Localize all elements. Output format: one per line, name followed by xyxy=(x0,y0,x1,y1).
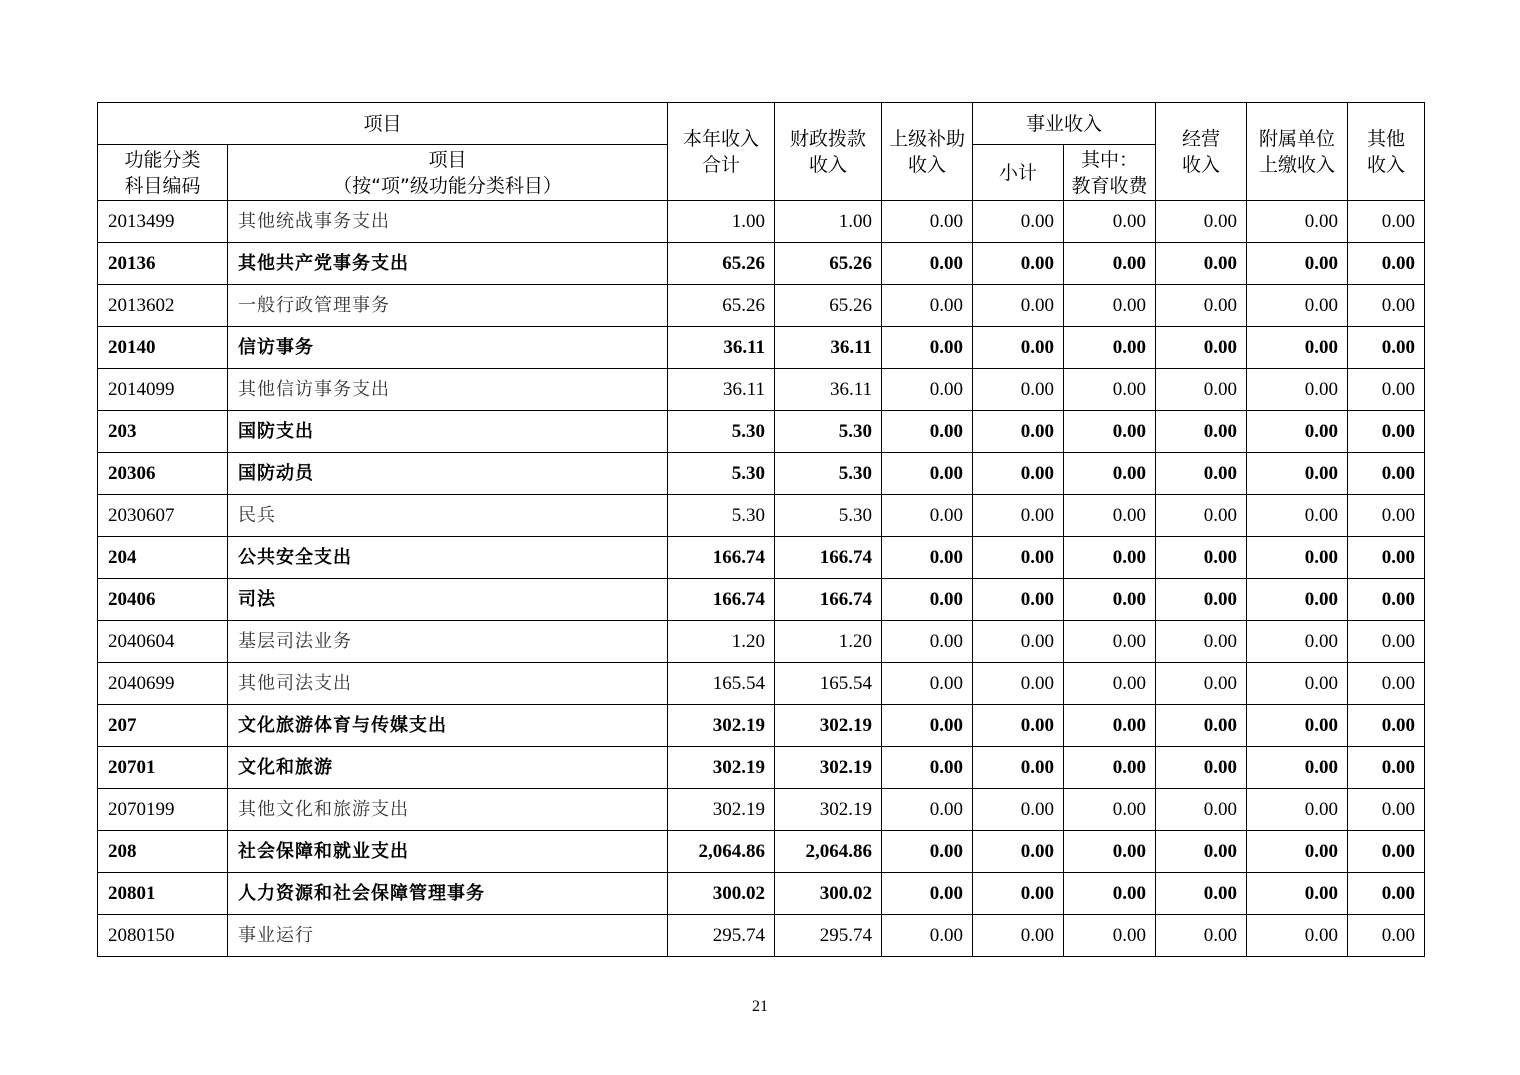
table-row xyxy=(98,579,1425,621)
row-value: 0.00 xyxy=(1247,285,1348,327)
row-value: 0.00 xyxy=(1247,621,1348,663)
row-name: 其他文化和旅游支出 xyxy=(228,789,668,831)
row-value: 295.74 xyxy=(668,915,775,957)
row-value: 0.00 xyxy=(973,243,1064,285)
row-value: 5.30 xyxy=(775,453,882,495)
table-row xyxy=(98,747,1425,789)
row-value: 166.74 xyxy=(668,579,775,621)
row-value: 1.20 xyxy=(775,621,882,663)
row-value: 0.00 xyxy=(882,201,973,243)
row-name: 文化旅游体育与传媒支出 xyxy=(228,705,668,747)
row-value: 0.00 xyxy=(1156,705,1247,747)
row-value: 166.74 xyxy=(775,537,882,579)
name-header-line1: 项目 xyxy=(428,148,467,171)
page-number: 21 xyxy=(752,998,768,1015)
row-value: 0.00 xyxy=(973,495,1064,537)
row-value: 166.74 xyxy=(668,537,775,579)
row-value: 0.00 xyxy=(1247,915,1348,957)
row-value: 166.74 xyxy=(775,579,882,621)
row-value: 300.02 xyxy=(775,873,882,915)
row-value: 36.11 xyxy=(775,369,882,411)
row-name: 国防支出 xyxy=(228,411,668,453)
row-code: 2014099 xyxy=(98,369,228,411)
other-header xyxy=(1348,103,1425,201)
row-value: 0.00 xyxy=(1348,243,1425,285)
row-value: 0.00 xyxy=(1247,789,1348,831)
row-value: 0.00 xyxy=(882,327,973,369)
superior-header-line1: 上级补助 xyxy=(889,127,966,150)
row-value: 0.00 xyxy=(1348,873,1425,915)
table-body xyxy=(98,201,1425,957)
row-value: 5.30 xyxy=(668,495,775,537)
row-value: 0.00 xyxy=(1247,411,1348,453)
operating-header-line1: 经营 xyxy=(1182,127,1221,150)
row-value: 0.00 xyxy=(1348,453,1425,495)
code-header-line1: 功能分类 xyxy=(124,148,201,171)
row-value: 0.00 xyxy=(1247,705,1348,747)
row-value: 165.54 xyxy=(668,663,775,705)
table-row xyxy=(98,789,1425,831)
row-value: 36.11 xyxy=(668,369,775,411)
row-value: 0.00 xyxy=(1064,873,1156,915)
row-code: 2070199 xyxy=(98,789,228,831)
row-value: 0.00 xyxy=(1156,411,1247,453)
row-value: 0.00 xyxy=(1156,327,1247,369)
row-value: 0.00 xyxy=(1064,537,1156,579)
row-code: 2040604 xyxy=(98,621,228,663)
row-value: 0.00 xyxy=(1348,747,1425,789)
row-code: 2013499 xyxy=(98,201,228,243)
row-value: 0.00 xyxy=(973,201,1064,243)
row-value: 300.02 xyxy=(668,873,775,915)
row-value: 0.00 xyxy=(1064,705,1156,747)
row-value: 0.00 xyxy=(882,285,973,327)
table-row xyxy=(98,285,1425,327)
row-value: 0.00 xyxy=(1348,915,1425,957)
row-value: 0.00 xyxy=(1247,369,1348,411)
table-row xyxy=(98,411,1425,453)
subtotal-header: 小计 xyxy=(973,145,1064,201)
row-value: 0.00 xyxy=(1247,831,1348,873)
row-value: 0.00 xyxy=(1156,621,1247,663)
row-value: 0.00 xyxy=(1064,495,1156,537)
row-value: 0.00 xyxy=(1247,747,1348,789)
row-value: 302.19 xyxy=(668,789,775,831)
row-value: 0.00 xyxy=(1156,831,1247,873)
row-value: 0.00 xyxy=(1247,327,1348,369)
row-value: 0.00 xyxy=(1064,579,1156,621)
row-name: 事业运行 xyxy=(228,915,668,957)
row-value: 0.00 xyxy=(882,579,973,621)
row-value: 0.00 xyxy=(1247,201,1348,243)
row-value: 0.00 xyxy=(1348,327,1425,369)
row-value: 0.00 xyxy=(1348,579,1425,621)
row-value: 0.00 xyxy=(1247,495,1348,537)
row-value: 302.19 xyxy=(775,705,882,747)
table-row xyxy=(98,495,1425,537)
name-header-line2: （按“项”级功能分类科目） xyxy=(333,174,562,197)
row-value: 0.00 xyxy=(1247,873,1348,915)
row-value: 0.00 xyxy=(1156,369,1247,411)
row-value: 1.00 xyxy=(668,201,775,243)
row-value: 0.00 xyxy=(1064,285,1156,327)
row-code: 20140 xyxy=(98,327,228,369)
row-value: 65.26 xyxy=(668,285,775,327)
affiliated-header-line2: 上缴收入 xyxy=(1259,153,1336,176)
row-value: 0.00 xyxy=(973,789,1064,831)
row-value: 0.00 xyxy=(882,789,973,831)
row-value: 0.00 xyxy=(973,369,1064,411)
row-value: 0.00 xyxy=(1064,831,1156,873)
row-value: 0.00 xyxy=(882,537,973,579)
row-value: 295.74 xyxy=(775,915,882,957)
code-header-line2: 科目编码 xyxy=(124,174,201,197)
row-value: 0.00 xyxy=(882,621,973,663)
row-value: 0.00 xyxy=(973,579,1064,621)
row-value: 0.00 xyxy=(973,537,1064,579)
table-row xyxy=(98,327,1425,369)
superior-header xyxy=(882,103,973,201)
row-value: 0.00 xyxy=(882,495,973,537)
fiscal-header-line2: 收入 xyxy=(809,153,848,176)
fiscal-header-line1: 财政拨款 xyxy=(790,127,867,150)
row-value: 0.00 xyxy=(973,663,1064,705)
row-code: 20136 xyxy=(98,243,228,285)
table-header xyxy=(98,103,1425,201)
row-value: 0.00 xyxy=(1156,495,1247,537)
row-value: 0.00 xyxy=(1156,285,1247,327)
other-header-line2: 收入 xyxy=(1367,153,1406,176)
row-value: 165.54 xyxy=(775,663,882,705)
row-name: 文化和旅游 xyxy=(228,747,668,789)
row-value: 0.00 xyxy=(1064,243,1156,285)
row-value: 0.00 xyxy=(882,873,973,915)
row-value: 65.26 xyxy=(668,243,775,285)
row-code: 208 xyxy=(98,831,228,873)
operating-header-line2: 收入 xyxy=(1182,153,1221,176)
row-value: 0.00 xyxy=(1348,201,1425,243)
row-value: 0.00 xyxy=(1348,495,1425,537)
row-value: 0.00 xyxy=(1156,789,1247,831)
row-value: 2,064.86 xyxy=(775,831,882,873)
row-value: 0.00 xyxy=(1247,243,1348,285)
row-name: 人力资源和社会保障管理事务 xyxy=(228,873,668,915)
row-code: 20701 xyxy=(98,747,228,789)
name-header xyxy=(228,145,668,201)
row-value: 0.00 xyxy=(973,621,1064,663)
row-value: 5.30 xyxy=(668,453,775,495)
row-value: 0.00 xyxy=(882,243,973,285)
row-value: 5.30 xyxy=(668,411,775,453)
row-value: 0.00 xyxy=(1156,663,1247,705)
project-header: 项目 xyxy=(98,103,668,145)
row-value: 0.00 xyxy=(1064,915,1156,957)
total-header-line2: 合计 xyxy=(702,153,741,176)
row-value: 0.00 xyxy=(1064,369,1156,411)
row-value: 0.00 xyxy=(882,747,973,789)
row-name: 国防动员 xyxy=(228,453,668,495)
row-value: 0.00 xyxy=(1156,579,1247,621)
row-value: 0.00 xyxy=(1156,873,1247,915)
income-table xyxy=(97,102,1425,957)
table-row xyxy=(98,201,1425,243)
row-value: 0.00 xyxy=(1348,621,1425,663)
table-row xyxy=(98,621,1425,663)
row-name: 基层司法业务 xyxy=(228,621,668,663)
row-name: 一般行政管理事务 xyxy=(228,285,668,327)
row-value: 0.00 xyxy=(1348,369,1425,411)
row-value: 0.00 xyxy=(1156,747,1247,789)
row-value: 36.11 xyxy=(775,327,882,369)
row-value: 0.00 xyxy=(1247,537,1348,579)
row-name: 其他共产党事务支出 xyxy=(228,243,668,285)
row-value: 0.00 xyxy=(973,453,1064,495)
row-value: 5.30 xyxy=(775,411,882,453)
row-value: 0.00 xyxy=(1064,411,1156,453)
operating-header xyxy=(1156,103,1247,201)
row-value: 0.00 xyxy=(882,411,973,453)
row-name: 民兵 xyxy=(228,495,668,537)
row-value: 0.00 xyxy=(1348,831,1425,873)
code-header xyxy=(98,145,228,201)
table-row xyxy=(98,243,1425,285)
row-value: 65.26 xyxy=(775,285,882,327)
table-row xyxy=(98,369,1425,411)
row-value: 0.00 xyxy=(882,453,973,495)
row-name: 其他信访事务支出 xyxy=(228,369,668,411)
row-value: 0.00 xyxy=(1348,411,1425,453)
row-code: 204 xyxy=(98,537,228,579)
row-value: 0.00 xyxy=(1064,789,1156,831)
row-value: 0.00 xyxy=(1156,201,1247,243)
row-value: 0.00 xyxy=(1064,201,1156,243)
table-row xyxy=(98,663,1425,705)
table-row xyxy=(98,831,1425,873)
row-value: 0.00 xyxy=(1348,285,1425,327)
total-header-line1: 本年收入 xyxy=(683,127,760,150)
row-value: 0.00 xyxy=(1348,789,1425,831)
other-header-line1: 其他 xyxy=(1367,127,1406,150)
row-value: 0.00 xyxy=(973,411,1064,453)
row-value: 0.00 xyxy=(973,873,1064,915)
row-value: 0.00 xyxy=(973,705,1064,747)
row-value: 0.00 xyxy=(1064,621,1156,663)
row-code: 2040699 xyxy=(98,663,228,705)
business-header: 事业收入 xyxy=(973,103,1156,145)
table-row xyxy=(98,453,1425,495)
row-value: 0.00 xyxy=(1247,663,1348,705)
education-header-line2: 教育收费 xyxy=(1071,174,1148,197)
row-value: 0.00 xyxy=(882,705,973,747)
row-code: 2013602 xyxy=(98,285,228,327)
row-value: 0.00 xyxy=(1064,453,1156,495)
row-value: 0.00 xyxy=(1156,915,1247,957)
row-code: 20406 xyxy=(98,579,228,621)
row-value: 0.00 xyxy=(1156,537,1247,579)
row-value: 0.00 xyxy=(882,369,973,411)
table-row xyxy=(98,705,1425,747)
row-value: 0.00 xyxy=(1348,537,1425,579)
row-value: 5.30 xyxy=(775,495,882,537)
fiscal-header xyxy=(775,103,882,201)
row-value: 65.26 xyxy=(775,243,882,285)
row-value: 0.00 xyxy=(1064,747,1156,789)
row-value: 302.19 xyxy=(668,747,775,789)
row-value: 0.00 xyxy=(882,915,973,957)
row-value: 0.00 xyxy=(1156,243,1247,285)
superior-header-line2: 收入 xyxy=(908,153,947,176)
row-value: 0.00 xyxy=(1348,663,1425,705)
row-name: 公共安全支出 xyxy=(228,537,668,579)
affiliated-header-line1: 附属单位 xyxy=(1259,127,1336,150)
row-value: 0.00 xyxy=(1064,663,1156,705)
row-value: 1.00 xyxy=(775,201,882,243)
row-value: 302.19 xyxy=(668,705,775,747)
row-code: 203 xyxy=(98,411,228,453)
row-value: 2,064.86 xyxy=(668,831,775,873)
row-code: 20801 xyxy=(98,873,228,915)
row-value: 0.00 xyxy=(1247,579,1348,621)
row-value: 0.00 xyxy=(882,831,973,873)
affiliated-header xyxy=(1247,103,1348,201)
row-code: 207 xyxy=(98,705,228,747)
table-row xyxy=(98,537,1425,579)
row-value: 0.00 xyxy=(1064,327,1156,369)
row-value: 36.11 xyxy=(668,327,775,369)
row-value: 0.00 xyxy=(973,327,1064,369)
education-header-line1: 其中： xyxy=(1081,148,1139,171)
table-row xyxy=(98,915,1425,957)
row-value: 0.00 xyxy=(973,831,1064,873)
row-value: 1.20 xyxy=(668,621,775,663)
row-name: 社会保障和就业支出 xyxy=(228,831,668,873)
row-value: 302.19 xyxy=(775,747,882,789)
row-value: 302.19 xyxy=(775,789,882,831)
row-value: 0.00 xyxy=(1247,453,1348,495)
row-code: 2080150 xyxy=(98,915,228,957)
row-name: 信访事务 xyxy=(228,327,668,369)
row-code: 2030607 xyxy=(98,495,228,537)
row-value: 0.00 xyxy=(973,285,1064,327)
table-row xyxy=(98,873,1425,915)
education-header xyxy=(1064,145,1156,201)
row-value: 0.00 xyxy=(973,915,1064,957)
row-value: 0.00 xyxy=(1348,705,1425,747)
row-code: 20306 xyxy=(98,453,228,495)
row-name: 司法 xyxy=(228,579,668,621)
total-header xyxy=(668,103,775,201)
row-value: 0.00 xyxy=(1156,453,1247,495)
row-name: 其他统战事务支出 xyxy=(228,201,668,243)
row-name: 其他司法支出 xyxy=(228,663,668,705)
row-value: 0.00 xyxy=(882,663,973,705)
row-value: 0.00 xyxy=(973,747,1064,789)
